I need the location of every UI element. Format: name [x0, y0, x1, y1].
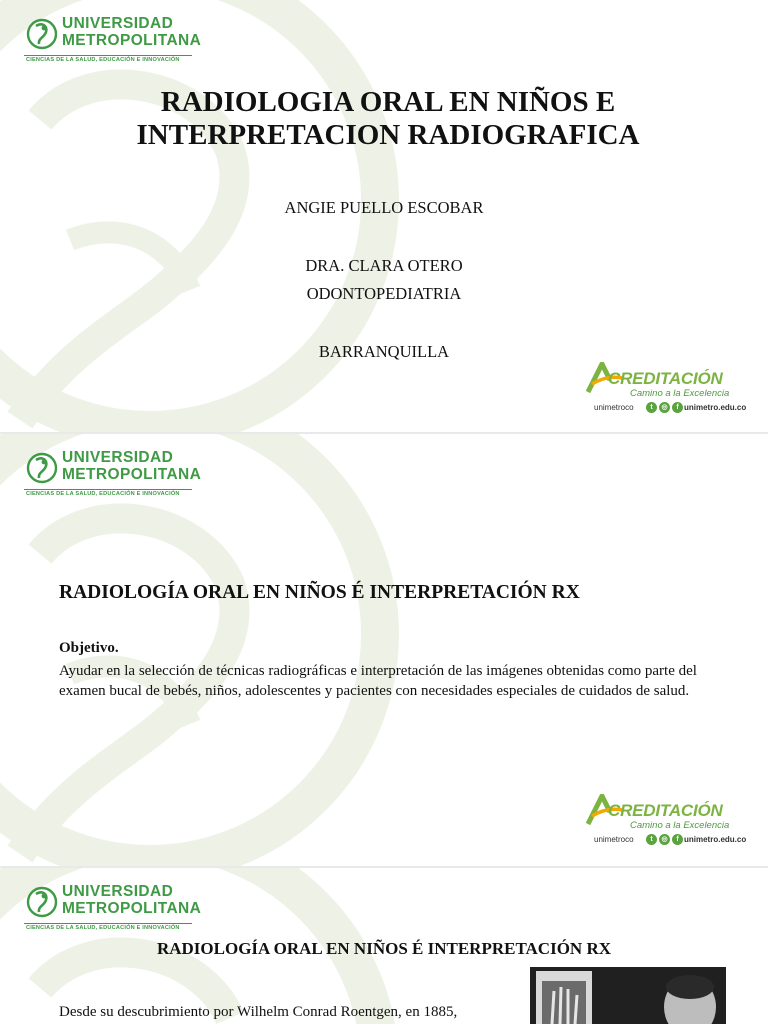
acreditacion-badge: [586, 794, 754, 854]
slide-3-title: RADIOLOGÍA ORAL EN NIÑOS É INTERPRETACIÓN RX: [156, 939, 612, 958]
logo-emblem-icon: [26, 450, 58, 486]
logo-tagline: CIENCIAS DE LA SALUD, EDUCACIÓN E INNOVACIÓN: [26, 925, 180, 931]
advisor-name: DRA. CLARA OTERO: [305, 256, 463, 275]
objective-text: Ayudar en la selección de técnicas radiográficas e interpretación de las imágenes obtenidas como parte del examen bucal de bebés, niños, adolescentes y pacientes con necesidades especiales de cuidados de salud.: [59, 663, 697, 699]
facebook-icon[interactable]: f: [672, 834, 683, 845]
logo-emblem-icon: [26, 884, 58, 920]
logo-line-2: METROPOLITANA: [62, 900, 202, 917]
logo-divider: [24, 55, 192, 56]
acreditacion-word: CREDITACIÓN: [608, 369, 723, 388]
slide-1-title: RADIOLOGIA ORAL EN NIÑOS E INTERPRETACION RADIOGRAFICA: [136, 86, 640, 151]
slide-1: [0, 0, 768, 432]
social-row: [594, 402, 754, 416]
city: BARRANQUILLA: [318, 342, 450, 361]
acreditacion-subtitle: Camino a la Excelencia: [630, 388, 730, 399]
twitter-icon[interactable]: t: [646, 402, 657, 413]
social-row: [594, 834, 754, 848]
author-name: ANGIE PUELLO ESCOBAR: [284, 198, 484, 217]
social-handle: unimetroco: [594, 403, 634, 412]
logo-line-2: METROPOLITANA: [62, 32, 202, 49]
university-logo: [24, 448, 200, 502]
roentgen-photo: [530, 967, 726, 1024]
objective-label: Objetivo.: [59, 640, 119, 656]
instagram-icon[interactable]: ◎: [659, 402, 670, 413]
website-link[interactable]: unimetro.edu.co: [684, 835, 747, 844]
instagram-icon[interactable]: ◎: [659, 834, 670, 845]
logo-line-1: UNIVERSIDAD: [62, 15, 174, 32]
logo-emblem-icon: [26, 16, 58, 52]
acreditacion-word: CREDITACIÓN: [608, 801, 723, 820]
slide-2-title: RADIOLOGÍA ORAL EN NIÑOS É INTERPRETACIÓN RX: [59, 582, 580, 603]
social-handle: unimetroco: [594, 835, 634, 844]
twitter-icon[interactable]: t: [646, 834, 657, 845]
acreditacion-badge: [586, 362, 754, 422]
logo-line-2: METROPOLITANA: [62, 466, 202, 483]
slide-3-body-text: Desde su descubrimiento por Wilhelm Conrad Roentgen, en 1885,: [59, 1004, 458, 1020]
logo-line-1: UNIVERSIDAD: [62, 883, 174, 900]
logo-divider: [24, 923, 192, 924]
specialty: ODONTOPEDIATRIA: [306, 284, 462, 303]
logo-tagline: CIENCIAS DE LA SALUD, EDUCACIÓN E INNOVACIÓN: [26, 57, 180, 63]
acreditacion-subtitle: Camino a la Excelencia: [630, 820, 730, 831]
logo-line-1: UNIVERSIDAD: [62, 449, 174, 466]
university-logo: [24, 882, 200, 936]
xray-hand-image: [530, 967, 726, 1024]
side-legal-text: [753, 60, 758, 360]
logo-tagline: CIENCIAS DE LA SALUD, EDUCACIÓN E INNOVACIÓN: [26, 491, 180, 497]
facebook-icon[interactable]: f: [672, 402, 683, 413]
logo-divider: [24, 489, 192, 490]
website-link[interactable]: unimetro.edu.co: [684, 403, 747, 412]
university-logo: [24, 14, 200, 68]
